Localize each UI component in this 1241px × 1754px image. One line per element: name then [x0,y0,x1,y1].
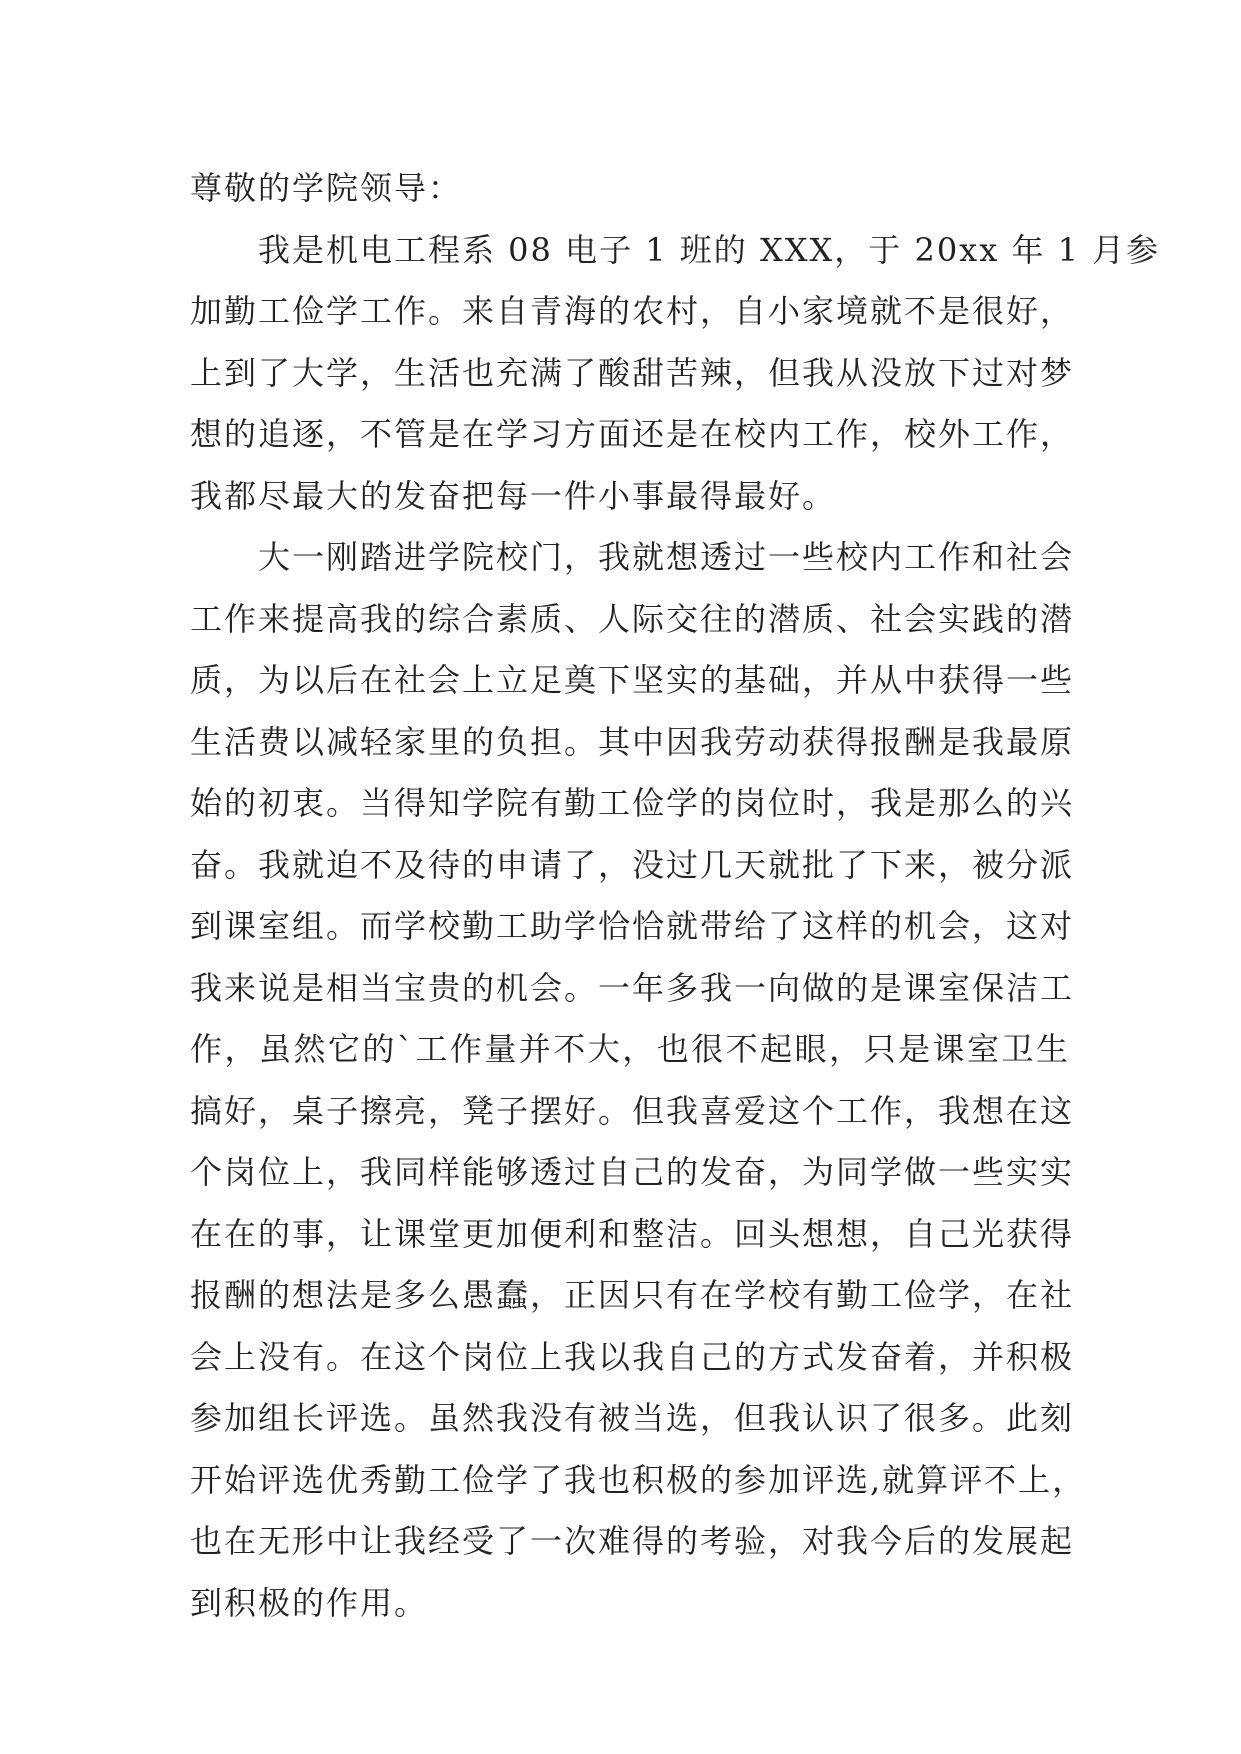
salutation: 尊敬的学院领导： [190,169,463,207]
paragraph-line: 在在的事，让课堂更加便利和整洁。回头想想，自己光获得 [190,1214,1075,1253]
paragraph-line: 上到了大学，生活也充满了酸甜苦辣，但我从没放下过对梦 [190,353,1075,392]
paragraph-line: 作，虽然它的`工作量并不大，也很不起眼，只是课室卫生 [190,1030,1070,1068]
paragraph-line: 搞好，桌子擦亮，凳子摆好。但我喜爱这个工作，我想在这 [190,1091,1075,1130]
paragraph-line: 也在无形中让我经受了一次难得的考验，对我今后的发展起 [190,1522,1075,1560]
paragraph-line: 生活费以减轻家里的负担。其中因我劳动获得报酬是我最原 [190,722,1075,761]
paragraph-line: 我都尽最大的发奋把每一件小事最得最好。 [190,476,837,515]
paragraph-line: 会上没有。在这个岗位上我以我自己的方式发奋着，并积极 [190,1337,1075,1376]
paragraph-line: 报酬的想法是多么愚蠢，正因只有在学校有勤工俭学，在社 [190,1276,1075,1314]
paragraph-2 [190,527,1087,1634]
paragraph-line: 大一刚踏进学院校门，我就想透过一些校内工作和社会 [190,538,1075,576]
paragraph-line: 加勤工俭学工作。来自青海的农村，自小家境就不是很好， [190,292,1075,330]
paragraph-1 [190,220,1161,528]
letter-body [190,158,1161,1634]
paragraph-line: 我是机电工程系 08 电子 1 班的 XXX，于 20xx 年 1 月参 [190,230,1161,269]
paragraph-line: 到课室组。而学校勤工助学恰恰就带给了这样的机会，这对 [190,907,1075,945]
paragraph-line: 质，为以后在社会上立足奠下坚实的基础，并从中获得一些 [190,661,1075,699]
paragraph-line: 我来说是相当宝贵的机会。一年多我一向做的是课室保洁工 [190,968,1075,1007]
paragraph-line: 参加组长评选。虽然我没有被当选，但我认识了很多。此刻 [190,1399,1075,1437]
paragraph-line: 个岗位上，我同样能够透过自己的发奋，为同学做一些实实 [190,1153,1075,1191]
paragraph-line: 开始评选优秀勤工俭学了我也积极的参加评选,就算评不上， [190,1460,1087,1499]
paragraph-line: 奋。我就迫不及待的申请了，没过几天就批了下来，被分派 [190,845,1075,884]
paragraph-line: 想的追逐，不管是在学习方面还是在校内工作，校外工作， [190,415,1075,453]
paragraph-line: 工作来提高我的综合素质、人际交往的潜质、社会实践的潜 [190,599,1075,638]
paragraph-line: 始的初衷。当得知学院有勤工俭学的岗位时，我是那么的兴 [190,784,1075,822]
paragraph-line: 到积极的作用。 [190,1583,429,1622]
